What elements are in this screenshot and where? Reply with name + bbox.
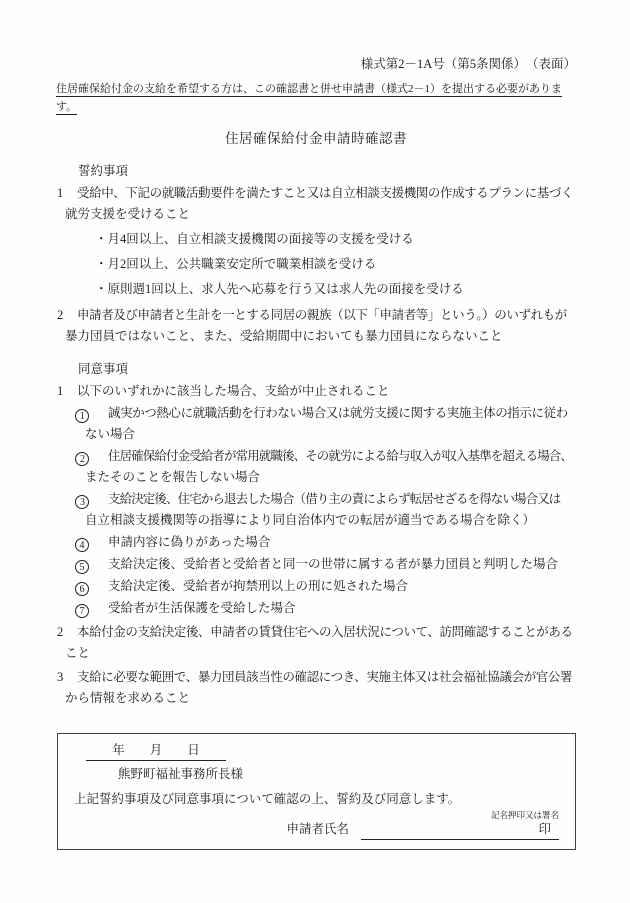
subitem-text: 誠実かつ熱心に就職活動を行わない場合又は就労支援に関する実施主体の指示に従わ [108,406,568,420]
consent-subitem-5 [56,554,576,575]
subitem-text: 支給決定後、住宅から退去した場合（借り主の責によらず転居せざるを得ない場合又は [108,492,561,506]
subitem-text: 支給決定後、受給者が拘禁刑以上の刑に処された場合 [108,579,409,593]
subitem-line [79,403,576,424]
circled-number: 6 [75,576,108,597]
item-text: 申請者及び申請者と生計を一とする同居の親族（以下「申請者等」という。）のいずれもが [77,308,567,322]
subitem-line: またそのことを報告しない場合 [85,470,261,484]
consent-item-3 [56,667,576,709]
item-number: 2 [57,625,63,639]
activity-requirement-list [56,227,576,302]
subitem-text: 受給者が生活保護を受給した場合 [108,601,296,615]
circled-number: 4 [75,532,108,553]
notice-text: 住居確保給付金の支給を希望する方は、この確認書と併せ申請書（様式2－1）を提出する必要があります。 [56,83,562,113]
page-title: 住居確保給付金申請時確認書 [225,131,407,146]
circled-number: 1 [75,403,108,424]
subitem-line [79,554,576,575]
item-text: 以下のいずれかに該当した場合、支給が中止されること [77,384,390,398]
item-line: 就労支援を受けること [65,207,191,221]
subitem-line: 自立相談支援機関等の指導により同自治体内での転居が適当である場合を除く） [85,513,536,527]
item-line [57,667,576,688]
signature-box [57,733,576,850]
item-number: 1 [57,384,64,398]
consent-subitem-4 [56,532,576,553]
item-number: 1 [57,186,63,200]
confirmation-statement: 上記誓約事項及び同意事項について確認の上、誓約及び同意します。 [74,792,461,806]
consent-subitem-7 [56,598,576,619]
item-text: 受給中、下記の就職活動要件を満たすこと又は自立相談支援機関の作成するプランに基づく [77,186,574,200]
item-number: 2 [57,308,63,322]
bullet-item: ・月4回以上、自立相談支援機関の面接等の支援を受ける [95,232,414,246]
item-line [57,381,576,402]
item-text: 支給に必要な範囲で、暴力団員該当性の確認につき、実施主体又は社会福祉協議会が官公署 [77,670,573,684]
circled-number: 2 [75,446,108,467]
date-row [86,741,565,761]
circled-number: 5 [75,554,108,575]
name-field[interactable] [361,819,559,840]
form-number: 様式第2－1A号（第5条関係） （表面） [360,57,576,71]
item-text: 本給付金の支給決定後、申請者の賃貸住宅への入居状況について、訪問確認することがある [77,625,573,639]
bullet-item: ・原則週1回以上、求人先へ応募を行う又は求人先の面接を受ける [95,282,464,296]
item-line [57,305,576,326]
addressee: 熊野町福祉事務所長様 [118,767,244,781]
item-line: 暴力団員ではないこと、また、受給期間中においても暴力団員にならないこと [65,329,503,343]
subitem-line [79,489,576,510]
subitem-line [79,532,576,553]
consent-subitem-1 [56,403,576,445]
pledge-section-heading: 誓約事項 [78,164,129,178]
notice-line [56,80,576,116]
name-row [74,819,565,840]
sign-note: 記名押印又は署名 [490,810,559,820]
item-line: から情報を求めること [65,691,191,705]
bullet-item: ・月2回以上、公共職業安定所で職業相談を受ける [95,257,377,271]
circled-number: 7 [75,598,108,619]
item-number: 3 [57,670,63,684]
pledge-item-2 [56,305,576,347]
subitem-text: 支給決定後、受給者と受給者と同一の世帯に属する者が暴力団員と判明した場合 [108,557,559,571]
date-field[interactable]: 年 月 日 [86,741,226,761]
seal-mark: 印 [538,822,551,836]
subitem-line [79,598,576,619]
pledge-item-1 [56,183,576,225]
consent-item-2 [56,622,576,664]
subitem-line [79,446,576,467]
name-label: 申請者氏名 [286,822,349,836]
consent-subitem-3 [56,489,576,531]
item-line [57,622,576,643]
subitem-line [79,576,576,597]
subitem-text: 申請内容に偽りがあった場合 [108,535,271,549]
consent-subitem-2 [56,446,576,488]
subitem-line: ない場合 [85,427,136,441]
consent-section-heading: 同意事項 [78,362,129,376]
circled-number: 3 [75,489,108,510]
consent-item-1 [56,381,576,402]
item-line: こと [65,646,91,660]
item-line [57,183,576,204]
subitem-text: 住居確保給付金受給者が常用就職後、その就労による給与収入が収入基準を超える場合、 [108,449,573,463]
consent-subitem-6 [56,576,576,597]
